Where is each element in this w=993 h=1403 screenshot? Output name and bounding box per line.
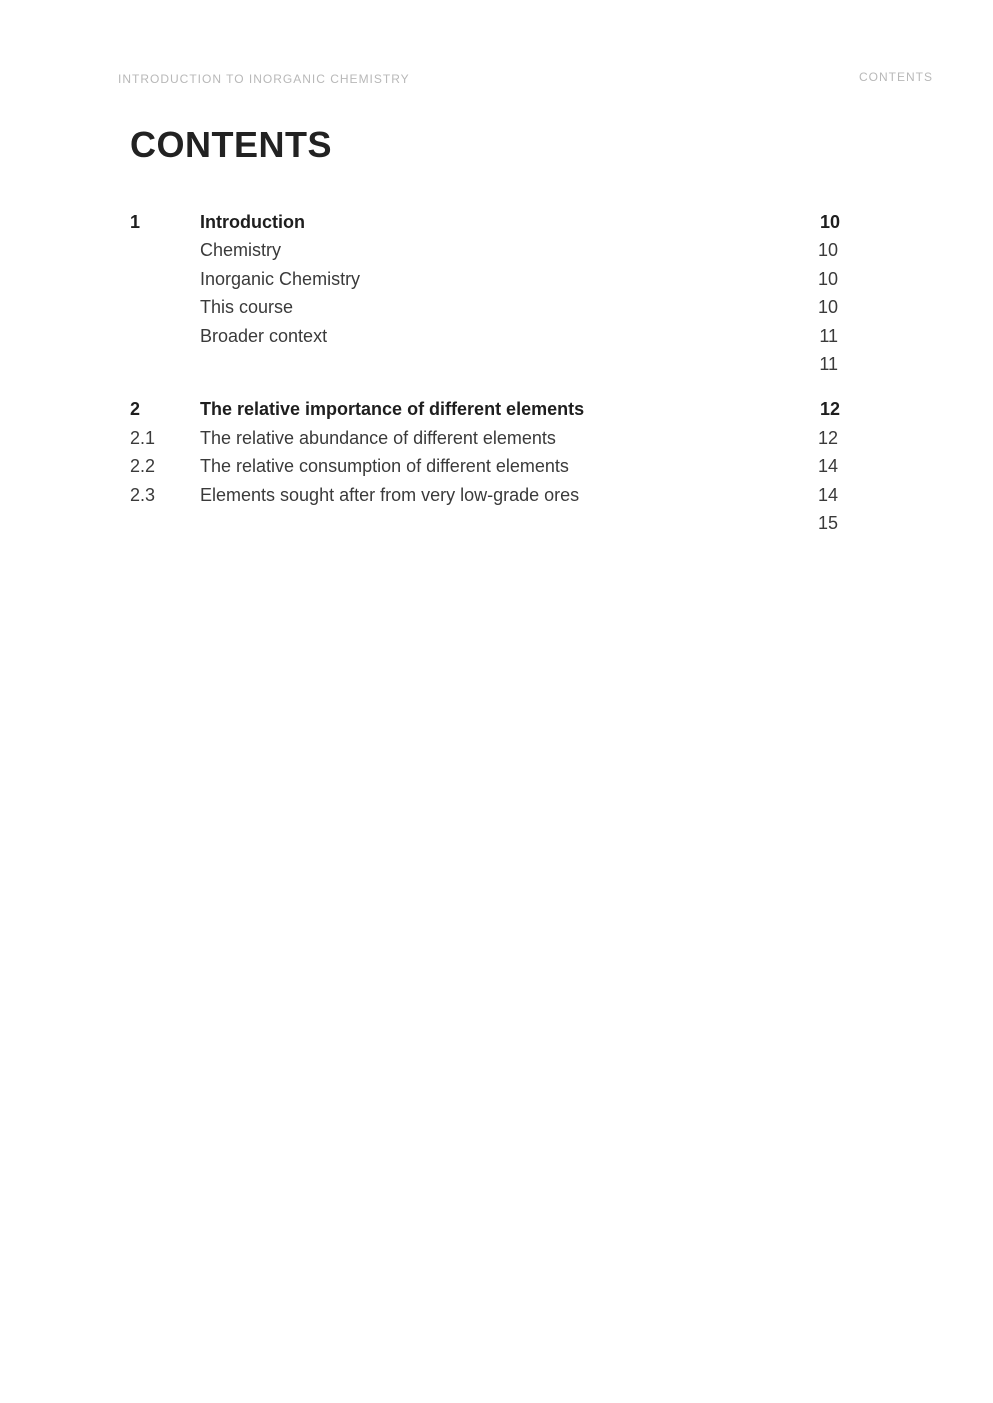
toc-entry-title: Chemistry — [200, 240, 282, 261]
toc-entry[interactable] — [130, 452, 840, 480]
toc-entry-page: 14 — [817, 484, 838, 505]
toc-entry[interactable] — [130, 509, 840, 537]
toc-entry-title: Broader context — [200, 325, 328, 346]
toc-entry[interactable] — [130, 293, 840, 321]
toc-entry[interactable] — [130, 208, 840, 236]
toc-entry-title: Elements sought after from very low-grade ores — [200, 484, 580, 505]
toc-entry-page: 14 — [817, 456, 838, 477]
toc-entry-title: The relative consumption of different elements — [200, 456, 569, 477]
page-title: CONTENTS — [130, 124, 332, 165]
toc-entry-page: 15 — [817, 512, 838, 533]
toc-entry-page: 11 — [819, 353, 838, 374]
toc-entry-title: Inorganic Chemistry — [200, 268, 361, 289]
toc-entry[interactable] — [130, 265, 840, 293]
toc-chapter-1 — [130, 208, 840, 378]
toc-entry-number: 2.1 — [130, 427, 156, 448]
toc-entry-number: 2.2 — [130, 456, 156, 477]
toc-entry[interactable] — [130, 236, 840, 264]
toc-entry-title: This course — [200, 297, 294, 318]
toc-entry-page: 10 — [817, 268, 838, 289]
toc-entry-number: 1 — [130, 212, 141, 232]
toc-entry-title: The relative importance of different elements — [200, 399, 585, 420]
toc-entry-page: 10 — [819, 212, 840, 232]
toc-entry[interactable] — [130, 481, 840, 509]
toc-entry-number: 2 — [130, 399, 141, 420]
running-header-section: CONTENTS — [859, 70, 933, 84]
toc-entry-page: 12 — [817, 427, 838, 448]
toc-entry-title: The relative abundance of different elements — [200, 427, 556, 448]
toc-entry-number: 2.3 — [130, 484, 156, 505]
running-header-title: INTRODUCTION TO INORGANIC CHEMISTRY — [118, 72, 410, 86]
toc-entry[interactable] — [130, 395, 840, 423]
table-of-contents — [130, 208, 840, 554]
toc-chapter-2 — [130, 395, 840, 537]
toc-entry-page: 12 — [819, 399, 840, 420]
toc-entry-title: Introduction — [200, 212, 305, 232]
toc-entry-page: 11 — [819, 325, 838, 346]
toc-entry-page: 10 — [817, 240, 838, 261]
toc-entry-page: 10 — [817, 297, 838, 318]
toc-entry[interactable] — [130, 322, 840, 350]
toc-entry[interactable] — [130, 350, 840, 378]
toc-entry[interactable] — [130, 424, 840, 452]
